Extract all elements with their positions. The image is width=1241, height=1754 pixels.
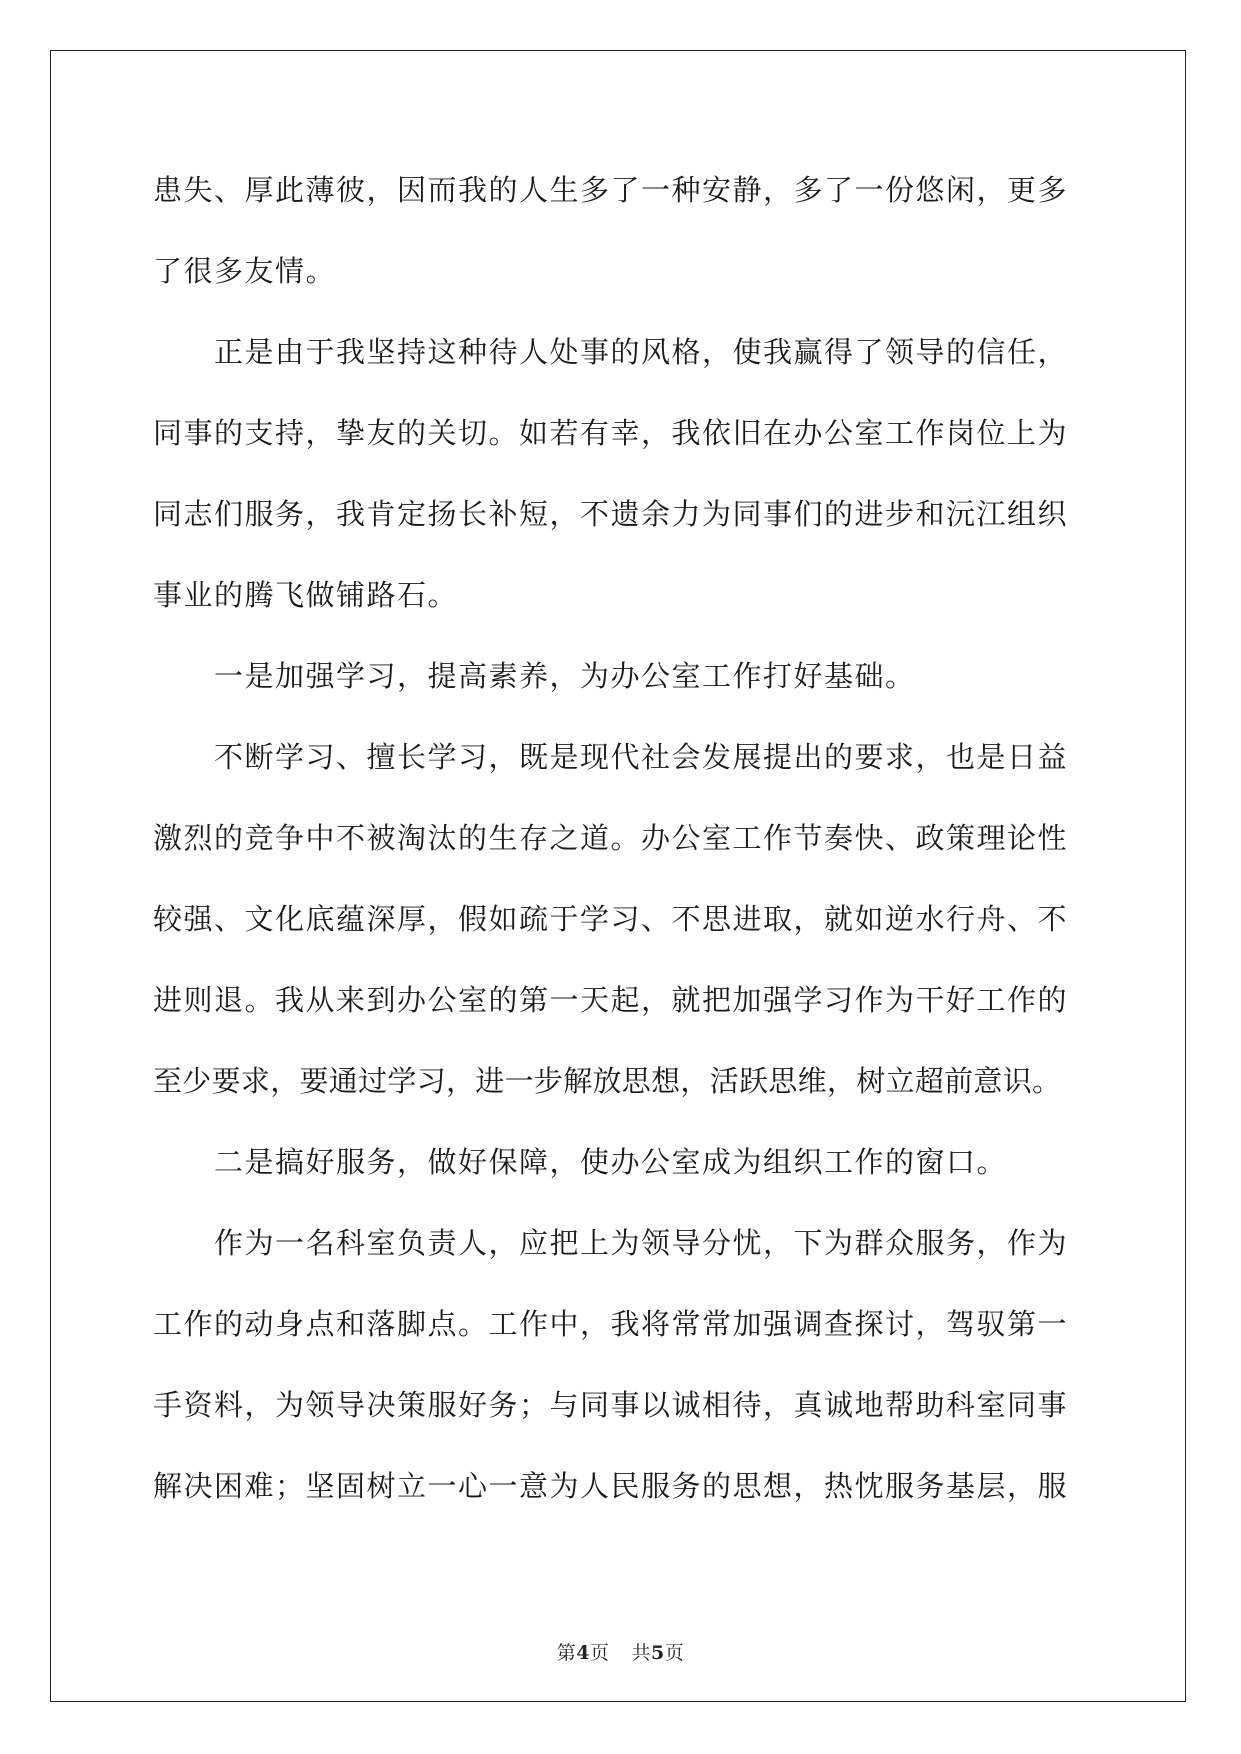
text-line: 正是由于我坚持这种待人处事的风格，使我赢得了领导的信任， — [214, 335, 1069, 369]
current-page-number: 4 — [576, 1642, 590, 1664]
footer-total-unit: 页 — [664, 1642, 685, 1664]
text-line: 一是加强学习，提高素养，为办公室工作打好基础。 — [214, 659, 916, 693]
total-pages-number: 5 — [651, 1642, 665, 1664]
text-line: 作为一名科室负责人，应把上为领导分忧，下为群众服务，作为 — [214, 1226, 1069, 1260]
text-line: 同志们服务，我肯定扬长补短，不遗余力为同事们的进步和沅江组织 — [153, 497, 1069, 531]
text-line: 进则退。我从来到办公室的第一天起，就把加强学习作为干好工作的 — [153, 983, 1069, 1017]
text-line: 事业的腾飞做铺路石。 — [153, 578, 459, 612]
text-line: 不断学习、擅长学习，既是现代社会发展提出的要求，也是日益 — [214, 740, 1069, 774]
text-line: 同事的支持，挚友的关切。如若有幸，我依旧在办公室工作岗位上为 — [153, 416, 1069, 450]
text-line: 工作的动身点和落脚点。工作中，我将常常加强调查探讨，驾驭第一 — [153, 1307, 1069, 1341]
text-line: 患失、厚此薄彼，因而我的人生多了一种安静，多了一份悠闲，更多 — [153, 173, 1069, 207]
footer-total-prefix: 共 — [631, 1642, 652, 1664]
footer-page-unit: 页 — [589, 1642, 610, 1664]
text-line: 手资料，为领导决策服好务；与同事以诚相待，真诚地帮助科室同事 — [153, 1388, 1069, 1422]
text-line: 了很多友情。 — [153, 254, 337, 288]
text-line: 二是搞好服务，做好保障，使办公室成为组织工作的窗口。 — [214, 1145, 1008, 1179]
text-line: 激烈的竞争中不被淘汰的生存之道。办公室工作节奏快、政策理论性 — [153, 821, 1069, 855]
text-line: 至少要求，要通过学习，进一步解放思想，活跃思维，树立超前意识。 — [153, 1064, 1062, 1098]
text-line: 较强、文化底蕴深厚，假如疏于学习、不思进取，就如逆水行舟、不 — [153, 902, 1069, 936]
text-line: 解决困难；坚固树立一心一意为人民服务的思想，热忱服务基层，服 — [153, 1469, 1069, 1503]
page-footer — [0, 1638, 1241, 1665]
document-body — [153, 150, 1093, 1527]
footer-prefix: 第 — [556, 1642, 577, 1664]
